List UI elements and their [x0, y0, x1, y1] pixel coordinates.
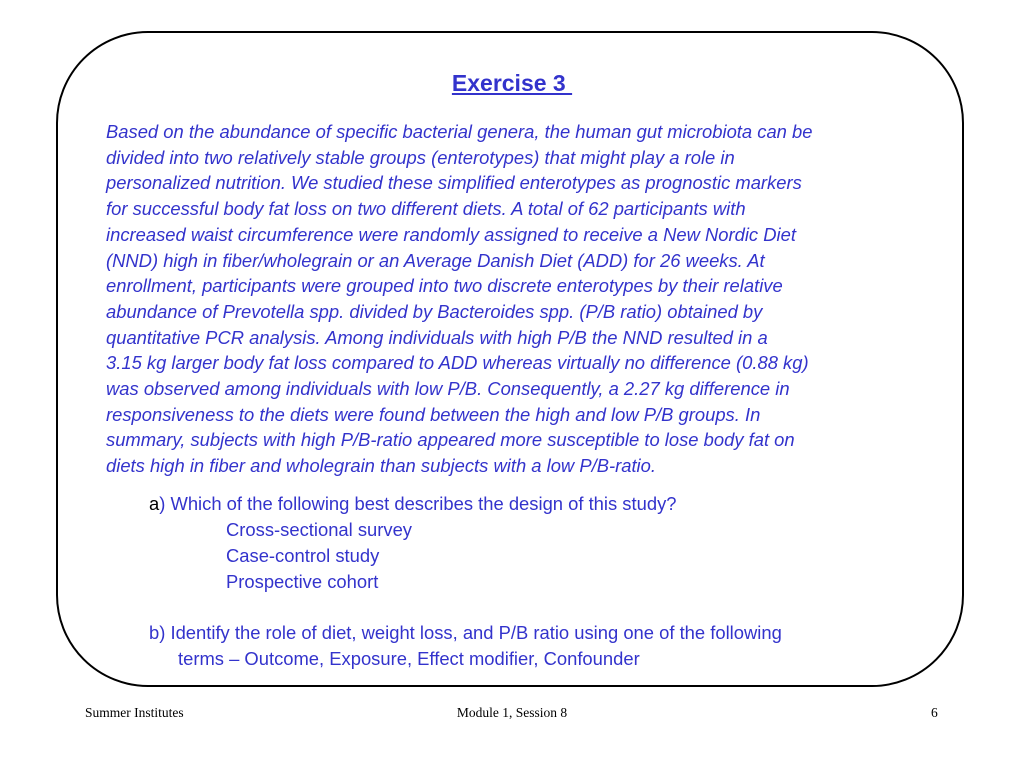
- slide-title: Exercise 3: [451, 70, 573, 96]
- paragraph-line: responsiveness to the diets were found between the high and low P/B groups. In: [106, 403, 761, 425]
- paragraph-line: increased waist circumference were randomly assigned to receive a New Nordic Diet: [106, 223, 796, 245]
- study-description: [106, 119, 946, 479]
- paragraph-line: (NND) high in fiber/wholegrain or an Average Danish Diet (ADD) for 26 weeks. At: [106, 249, 765, 271]
- question-b-continuation: terms – Outcome, Exposure, Effect modifier, Confounder: [178, 648, 640, 669]
- question-b: b) Identify the role of diet, weight loss, and P/B ratio using one of the following: [149, 622, 782, 643]
- paragraph-line: quantitative PCR analysis. Among individuals with high P/B the NND resulted in a: [106, 326, 768, 348]
- option-cross-sectional: Cross-sectional survey: [226, 519, 413, 540]
- paragraph-line: was observed among individuals with low P/B. Consequently, a 2.27 kg difference in: [106, 378, 790, 400]
- paragraph-line: abundance of Prevotella spp. divided by Bacteroides spp. (P/B ratio) obtained by: [106, 300, 763, 322]
- paragraph-line: personalized nutrition. We studied these simplified enterotypes as prognostic markers: [106, 172, 802, 194]
- paragraph-line: enrollment, participants were grouped into two discrete enterotypes by their relative: [106, 275, 783, 297]
- paragraph-line: divided into two relatively stable groups (enterotypes) that might play a role in: [106, 146, 735, 168]
- footer-left: Summer Institutes: [85, 705, 184, 720]
- paragraph-line: 3.15 kg larger body fat loss compared to ADD whereas virtually no difference (0.88 kg): [106, 352, 809, 374]
- option-case-control: Case-control study: [226, 545, 380, 566]
- question-a: [149, 491, 677, 517]
- option-prospective-cohort: Prospective cohort: [226, 571, 379, 592]
- paragraph-line: Based on the abundance of specific bacterial genera, the human gut microbiota can be: [106, 121, 813, 142]
- footer-center: Module 1, Session 8: [456, 705, 568, 720]
- page-number: 6: [931, 705, 938, 720]
- paragraph-line: diets high in fiber and wholegrain than subjects with a low P/B-ratio.: [106, 455, 656, 477]
- question-a-text: ) Which of the following best describes the design of this study?: [159, 493, 677, 514]
- paragraph-line: summary, subjects with high P/B-ratio appeared more susceptible to lose body fat on: [106, 429, 795, 451]
- question-a-prefix: a: [149, 493, 160, 514]
- paragraph-line: for successful body fat loss on two different diets. A total of 62 participants with: [106, 198, 746, 220]
